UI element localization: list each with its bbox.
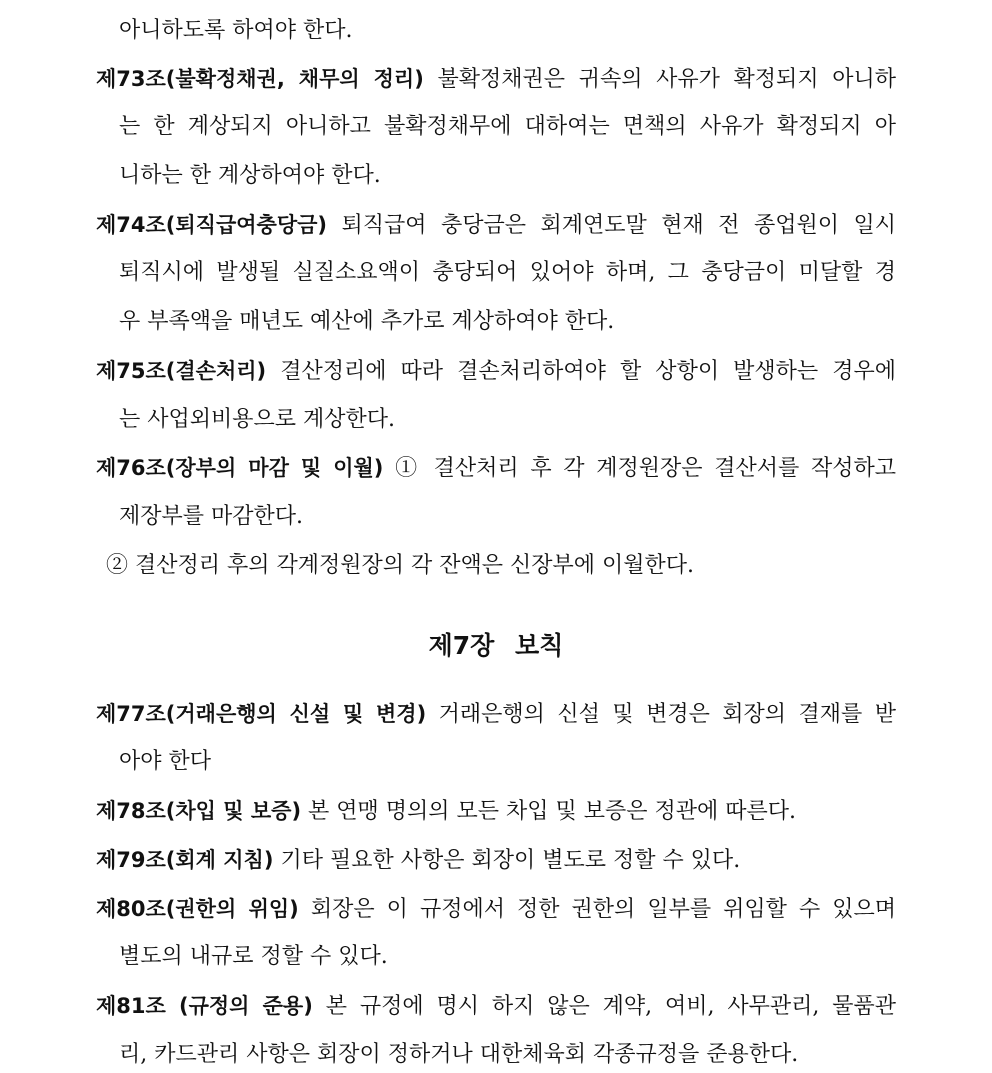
body-text: 는 한 계상되지 아니하고 불확정채무에 대하여는 면책의 사유가 확정되지 아: [119, 114, 896, 139]
article-heading: 제74조(퇴직급여충당금): [96, 213, 327, 237]
text-line: [119, 258, 896, 288]
article-79: [96, 845, 740, 876]
body-text: 본 규정에 명시 하지 않은 계약, 여비, 사무관리, 물품관: [312, 994, 896, 1019]
body-text: 리, 카드관리 사항은 회장이 정하거나 대한체육회 각종규정을 준용한다.: [119, 1042, 799, 1067]
body-text: 니하는 한 계상하여야 한다.: [119, 163, 381, 188]
body-text: 퇴직시에 발생될 실질소요액이 충당되어 있어야 하며, 그 충당금이 미달할 경: [119, 260, 896, 285]
text-line: [119, 16, 353, 46]
body-text: 불확정채권은 귀속의 사유가 확정되지 아니하: [423, 67, 896, 92]
article-heading: 제76조(장부의 마감 및 이월): [96, 456, 384, 480]
body-text: 기타 필요한 사항은 회장이 별도로 정할 수 있다.: [273, 848, 741, 873]
article-75: [96, 356, 896, 387]
article-74: [96, 210, 896, 241]
text-line: [119, 161, 381, 191]
article-heading: 제77조(거래은행의 신설 및 변경): [96, 702, 427, 726]
text-line: [119, 502, 303, 532]
article-heading: 제81조 (규정의 준용): [96, 994, 313, 1018]
text-line: [119, 747, 211, 777]
article-76: [96, 453, 896, 484]
article-heading: 제78조(차입 및 보증): [96, 799, 302, 823]
article-77: [96, 699, 896, 730]
body-text: 회장은 이 규정에서 정한 권한의 일부를 위임할 수 있으며: [298, 897, 896, 922]
paragraph-item: [106, 551, 694, 581]
article-heading: 제73조(불확정채권, 채무의 정리): [96, 67, 424, 91]
article-81: [96, 991, 896, 1022]
article-heading: 제79조(회계 지침): [96, 848, 274, 872]
body-text: ① 결산처리 후 각 계정원장은 결산서를 작성하고: [383, 456, 896, 481]
body-text: ② 결산정리 후의 각계정원장의 각 잔액은 신장부에 이월한다.: [106, 553, 694, 578]
text-line: [119, 405, 395, 435]
body-text: 는 사업외비용으로 계상한다.: [119, 407, 396, 432]
body-text: 아야 한다: [119, 749, 212, 774]
body-text: 결산정리에 따라 결손처리하여야 할 상항이 발생하는 경우에: [266, 359, 896, 384]
article-80: [96, 894, 896, 925]
text-line: [119, 1040, 798, 1070]
body-text: 제장부를 마감한다.: [119, 504, 304, 529]
body-text: 거래은행의 신설 및 변경은 회장의 결재를 받: [426, 702, 896, 727]
body-text: 퇴직급여 충당금은 회계연도말 현재 전 종업원이 일시: [327, 213, 896, 238]
body-text: 아니하도록 하여야 한다.: [119, 18, 353, 43]
body-text: 본 연맹 명의의 모든 차입 및 보증은 정관에 따른다.: [301, 799, 797, 824]
text-line: [119, 112, 896, 142]
body-text: 별도의 내규로 정할 수 있다.: [119, 944, 388, 969]
article-78: [96, 796, 796, 827]
body-text: 우 부족액을 매년도 예산에 추가로 계상하여야 한다.: [119, 309, 615, 334]
article-73: [96, 64, 896, 95]
article-heading: 제80조(권한의 위임): [96, 897, 299, 921]
text-line: [119, 307, 614, 337]
text-line: [119, 942, 388, 972]
chapter-title: 제7장 보칙: [428, 631, 564, 660]
article-heading: 제75조(결손처리): [96, 359, 267, 383]
